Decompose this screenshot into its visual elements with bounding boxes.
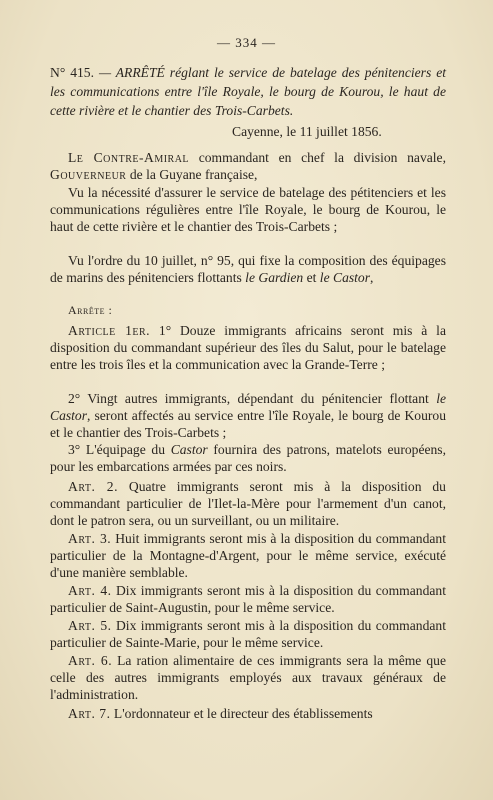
article-1-label: Article 1er. bbox=[68, 323, 151, 338]
article-5-text: Dix immigrants seront mis à la disposition du commandant particulier de Sainte-Marie, pour le même service. bbox=[50, 618, 446, 650]
title-keyword: ARRÊTÉ bbox=[115, 65, 165, 80]
arrete-heading: Arrête : bbox=[68, 303, 113, 317]
article-7 bbox=[50, 705, 446, 722]
vu2-end: , bbox=[370, 270, 374, 285]
ship-name-castor: le Castor bbox=[319, 270, 371, 285]
a1-2-text: 2° Vingt autres immigrants, dépendant du pénitencier flottant bbox=[68, 391, 437, 406]
article-1-para-3 bbox=[50, 441, 446, 475]
article-7-label: Art. 7. bbox=[68, 706, 111, 721]
preamble-vu-2 bbox=[50, 252, 446, 286]
article-3 bbox=[50, 530, 446, 581]
page-number: — 334 — bbox=[217, 35, 276, 50]
a1-3-text: 3° L'équipage du bbox=[68, 442, 171, 457]
article-2 bbox=[50, 478, 446, 529]
article-1-para-2 bbox=[50, 390, 446, 441]
article-1-text: 1° Douze immigrants africains seront mis à la disposition du commandant supérieur des îles du Salut, pour le batelage entre les trois îles et la communication avec la Grande-Terre ; bbox=[50, 323, 446, 372]
article-2-text: Quatre immigrants seront mis à la disposition du commandant particulier de l'Ilet-la-Mère pour l'armement d'un canot, dont le patron sera, ou un surveillant, ou un militaire. bbox=[50, 479, 446, 528]
article-6-text: La ration alimentaire de ces immigrants sera la même que celle des autres immigrants employés aux travaux généraux de l'administration. bbox=[50, 653, 446, 702]
ship-name-castor-3: Castor bbox=[170, 442, 208, 457]
vu2-conj: et bbox=[303, 270, 320, 285]
authority-text: commandant en chef la division navale, bbox=[189, 150, 446, 165]
article-6 bbox=[50, 652, 446, 703]
article-6-label: Art. 6. bbox=[68, 653, 113, 668]
title-contre-amiral: Le Contre-Amiral bbox=[68, 150, 190, 165]
article-7-text: L'ordonnateur et le directeur des établissements bbox=[110, 706, 373, 721]
title-text: réglant le service de batelage des pénitenciers et les communications entre l'île Royale, le bourg de Kourou, le haut de cette rivière et le chantier des Trois-Carbets. bbox=[50, 65, 447, 118]
article-4-text: Dix immigrants seront mis à la disposition du commandant particulier de Saint-Augustin, pour le même service. bbox=[50, 583, 446, 615]
decree-number: N° 415. bbox=[50, 65, 94, 80]
vu2-text: Vu l'ordre du 10 juillet, n° 95, qui fixe la composition des équipages de marins des pénitenciers flottants bbox=[50, 253, 446, 285]
article-3-label: Art. 3. bbox=[68, 531, 112, 546]
article-1 bbox=[50, 322, 446, 373]
a1-2-text-b: , seront affectés au service entre l'île Royale, le bourg de Kourou et le chantier des Trois-Carbets ; bbox=[50, 408, 446, 440]
a1-3-text-b: fournira des patrons, matelots européens, pour les embarcations armées par ces noirs. bbox=[50, 442, 446, 474]
title-gouverneur: Gouverneur bbox=[50, 167, 127, 182]
article-4 bbox=[50, 582, 446, 616]
ship-name-gardien: le Gardien bbox=[245, 270, 304, 285]
title-dash: — bbox=[94, 65, 116, 80]
authority-text-2: de la Guyane française, bbox=[126, 167, 258, 182]
preamble-authority bbox=[50, 149, 446, 183]
article-2-label: Art. 2. bbox=[68, 479, 118, 494]
article-3-text: Huit immigrants seront mis à la disposition du commandant particulier de la Montagne-d'Argent, pour le même service, exécuté d'une manière semblable. bbox=[50, 531, 446, 580]
decree-date: Cayenne, le 11 juillet 1856. bbox=[232, 124, 382, 139]
preamble-vu-1: Vu la nécessité d'assurer le service de batelage des pétitenciers et les communications régulières entre l'île Royale, le bourg de Kourou, le haut de cette rivière et le chantier des Trois-Carbets ; bbox=[50, 185, 446, 234]
article-4-label: Art. 4. bbox=[68, 583, 112, 598]
article-5-label: Art. 5. bbox=[68, 618, 112, 633]
article-5 bbox=[50, 617, 446, 651]
decree-title bbox=[50, 63, 446, 120]
ship-name-castor-2: le Castor bbox=[50, 391, 446, 423]
